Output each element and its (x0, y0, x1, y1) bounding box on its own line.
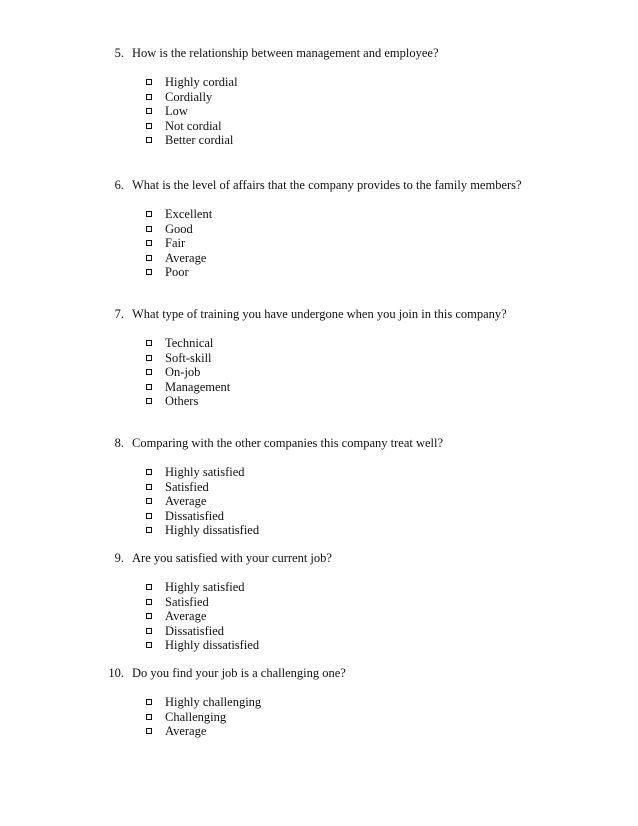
question-text: What is the level of affairs that the company provides to the family members? (132, 178, 522, 192)
option-item (0, 624, 638, 639)
option-label: Good (165, 221, 193, 236)
option-label: Challenging (165, 709, 227, 724)
option-label: Low (165, 104, 188, 118)
option-item (0, 695, 638, 710)
question-text: Comparing with the other companies this company treat well? (132, 436, 444, 450)
option-label: Soft-skill (165, 350, 212, 365)
checkbox-icon[interactable] (146, 584, 152, 590)
checkbox-icon[interactable] (146, 628, 152, 634)
question-9 (0, 550, 638, 653)
option-label: Excellent (165, 207, 213, 221)
checkbox-icon[interactable] (146, 226, 152, 232)
option-item (0, 133, 638, 148)
checkbox-icon[interactable] (146, 469, 152, 475)
question-7 (0, 306, 638, 409)
option-label: Average (165, 724, 207, 738)
option-label: On-job (165, 365, 201, 379)
question-number: 5. (114, 46, 124, 60)
option-item (0, 580, 638, 595)
option-item (0, 638, 638, 653)
option-item (0, 351, 638, 366)
option-item (0, 265, 638, 280)
question-5 (0, 45, 638, 148)
option-item (0, 251, 638, 266)
checkbox-icon[interactable] (146, 211, 152, 217)
option-item (0, 336, 638, 351)
checkbox-icon[interactable] (146, 94, 152, 100)
option-label: Average (165, 609, 207, 623)
checkbox-icon[interactable] (146, 642, 152, 648)
checkbox-icon[interactable] (146, 123, 152, 129)
option-list (0, 207, 638, 280)
option-label: Highly dissatisfied (165, 523, 260, 537)
question-text: Are you satisfied with your current job? (132, 551, 332, 565)
checkbox-icon[interactable] (146, 240, 152, 246)
option-item (0, 494, 638, 509)
question-10 (0, 665, 638, 739)
option-label: Others (165, 394, 199, 408)
option-label: Highly satisfied (165, 580, 245, 594)
option-list (0, 465, 638, 538)
question-6 (0, 177, 638, 280)
question-number: 10. (108, 666, 124, 680)
option-item (0, 465, 638, 480)
option-list (0, 695, 638, 739)
option-item (0, 380, 638, 395)
option-label: Technical (165, 336, 214, 350)
option-item (0, 595, 638, 610)
option-label: Better cordial (165, 133, 234, 147)
option-item (0, 90, 638, 105)
option-item (0, 523, 638, 538)
checkbox-icon[interactable] (146, 79, 152, 85)
option-item (0, 480, 638, 495)
checkbox-icon[interactable] (146, 108, 152, 114)
option-label: Cordially (165, 89, 213, 104)
option-label: Average (165, 250, 207, 265)
question-number: 8. (114, 436, 124, 450)
option-label: Not cordial (165, 118, 222, 133)
question-number: 6. (114, 178, 124, 192)
option-item (0, 236, 638, 251)
checkbox-icon[interactable] (146, 728, 152, 734)
option-item (0, 394, 638, 409)
option-label: Highly cordial (165, 75, 238, 89)
option-item (0, 207, 638, 222)
checkbox-icon[interactable] (146, 498, 152, 504)
checkbox-icon[interactable] (146, 255, 152, 261)
checkbox-icon[interactable] (146, 398, 152, 404)
option-list (0, 75, 638, 148)
option-label: Management (165, 379, 231, 394)
option-label: Dissatisfied (165, 508, 225, 523)
question-8 (0, 435, 638, 538)
checkbox-icon[interactable] (146, 714, 152, 720)
option-label: Highly challenging (165, 695, 262, 709)
option-label: Highly dissatisfied (165, 638, 260, 652)
checkbox-icon[interactable] (146, 613, 152, 619)
option-item (0, 75, 638, 90)
checkbox-icon[interactable] (146, 384, 152, 390)
checkbox-icon[interactable] (146, 699, 152, 705)
checkbox-icon[interactable] (146, 269, 152, 275)
question-text: What type of training you have undergone when you join in this company? (132, 307, 507, 321)
option-item (0, 710, 638, 725)
option-label: Average (165, 494, 207, 508)
option-label: Fair (165, 236, 186, 250)
checkbox-icon[interactable] (146, 355, 152, 361)
checkbox-icon[interactable] (146, 369, 152, 375)
checkbox-icon[interactable] (146, 599, 152, 605)
option-label: Satisfied (165, 594, 209, 609)
question-number: 7. (114, 307, 124, 321)
option-item (0, 119, 638, 134)
option-list (0, 336, 638, 409)
option-item (0, 365, 638, 380)
checkbox-icon[interactable] (146, 340, 152, 346)
option-item (0, 222, 638, 237)
option-list (0, 580, 638, 653)
checkbox-icon[interactable] (146, 484, 152, 490)
option-label: Poor (165, 265, 189, 279)
checkbox-icon[interactable] (146, 527, 152, 533)
question-number: 9. (114, 551, 124, 565)
option-label: Highly satisfied (165, 465, 245, 479)
question-text: How is the relationship between management and employee? (132, 46, 439, 60)
option-label: Satisfied (165, 479, 209, 494)
checkbox-icon[interactable] (146, 513, 152, 519)
option-item (0, 104, 638, 119)
checkbox-icon[interactable] (146, 137, 152, 143)
option-item (0, 509, 638, 524)
option-label: Dissatisfied (165, 623, 225, 638)
option-item (0, 609, 638, 624)
option-item (0, 724, 638, 739)
question-text: Do you find your job is a challenging one? (132, 666, 346, 680)
